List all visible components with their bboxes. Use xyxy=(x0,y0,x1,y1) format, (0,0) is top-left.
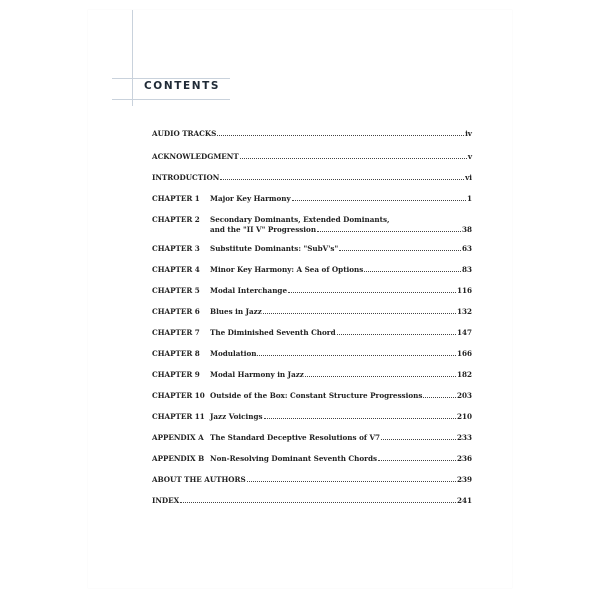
toc-page: 182 xyxy=(456,370,472,379)
dot-leader xyxy=(339,250,461,251)
toc-page: 147 xyxy=(456,328,472,337)
toc-title: INTRODUCTION xyxy=(152,173,220,182)
toc-title: Substitute Dominants: "SubV's" xyxy=(210,244,339,253)
toc-page: 116 xyxy=(456,286,472,295)
toc-page: 236 xyxy=(456,454,472,463)
guide-line-vertical xyxy=(132,10,133,106)
dot-leader xyxy=(364,271,461,272)
toc-page: 239 xyxy=(456,475,472,484)
toc-title: AUDIO TRACKS xyxy=(152,129,217,138)
toc-label: CHAPTER 10 xyxy=(152,391,205,400)
dot-leader xyxy=(247,481,456,482)
dot-leader xyxy=(292,200,466,201)
toc-page: 38 xyxy=(461,225,472,234)
toc-title: The Diminished Seventh Chord xyxy=(210,328,336,337)
toc-page: 210 xyxy=(456,412,472,421)
dot-leader xyxy=(337,334,456,335)
toc-page: iv xyxy=(465,129,472,138)
dot-leader xyxy=(305,376,456,377)
toc-title: INDEX xyxy=(152,496,180,505)
dot-leader xyxy=(257,355,456,356)
toc-page: 203 xyxy=(456,391,472,400)
guide-line-top xyxy=(112,78,230,79)
toc-page: 83 xyxy=(461,265,472,274)
toc-title: and the "II V" Progression xyxy=(210,225,317,234)
toc-title: Major Key Harmony xyxy=(210,194,291,203)
toc-entry-chapter-2[interactable] xyxy=(152,215,472,235)
toc-label: CHAPTER 5 xyxy=(152,286,200,295)
dot-leader xyxy=(288,292,456,293)
toc-label: CHAPTER 1 xyxy=(152,194,200,203)
toc-label: CHAPTER 8 xyxy=(152,349,200,358)
dot-leader xyxy=(263,313,456,314)
toc-label: APPENDIX B xyxy=(152,454,205,463)
toc-title: ACKNOWLEDGMENT xyxy=(152,152,239,161)
toc-label: APPENDIX A xyxy=(152,433,204,442)
toc-title: The Standard Deceptive Resolutions of V7 xyxy=(210,433,381,442)
toc-title: Jazz Voicings xyxy=(210,412,263,421)
toc-page: 1 xyxy=(466,194,472,203)
dot-leader xyxy=(317,231,461,232)
dot-leader xyxy=(378,460,456,461)
toc-page: v xyxy=(467,152,472,161)
dot-leader xyxy=(264,418,456,419)
dot-leader xyxy=(381,439,456,440)
toc-page: 63 xyxy=(461,244,472,253)
toc-label: CHAPTER 9 xyxy=(152,370,200,379)
toc-title: Modal Harmony in Jazz xyxy=(210,370,304,379)
toc-title: Modulation xyxy=(210,349,257,358)
toc-title: ABOUT THE AUTHORS xyxy=(152,475,246,484)
toc-label: CHAPTER 6 xyxy=(152,307,200,316)
toc-page: 132 xyxy=(456,307,472,316)
toc-title: Non-Resolving Dominant Seventh Chords xyxy=(210,454,378,463)
toc-title: Blues in Jazz xyxy=(210,307,262,316)
toc-page: 233 xyxy=(456,433,472,442)
toc-title: Modal Interchange xyxy=(210,286,288,295)
toc-title-line1: Secondary Dominants, Extended Dominants, xyxy=(210,215,390,224)
toc-page: 166 xyxy=(456,349,472,358)
guide-line-bottom xyxy=(112,99,230,100)
toc-title: Minor Key Harmony: A Sea of Options xyxy=(210,265,364,274)
toc-label: CHAPTER 3 xyxy=(152,244,200,253)
toc-label: CHAPTER 11 xyxy=(152,412,205,421)
toc-label: CHAPTER 7 xyxy=(152,328,200,337)
dot-leader xyxy=(180,502,456,503)
toc-page: vi xyxy=(465,173,472,182)
toc-label: CHAPTER 4 xyxy=(152,265,200,274)
toc-label: CHAPTER 2 xyxy=(152,215,200,224)
dot-leader xyxy=(423,397,456,398)
contents-heading: CONTENTS xyxy=(144,80,221,92)
toc-page: 241 xyxy=(456,496,472,505)
dot-leader xyxy=(240,158,467,159)
dot-leader xyxy=(220,179,464,180)
toc-title: Outside of the Box: Constant Structure Progressions xyxy=(210,391,423,400)
dot-leader xyxy=(217,135,464,136)
